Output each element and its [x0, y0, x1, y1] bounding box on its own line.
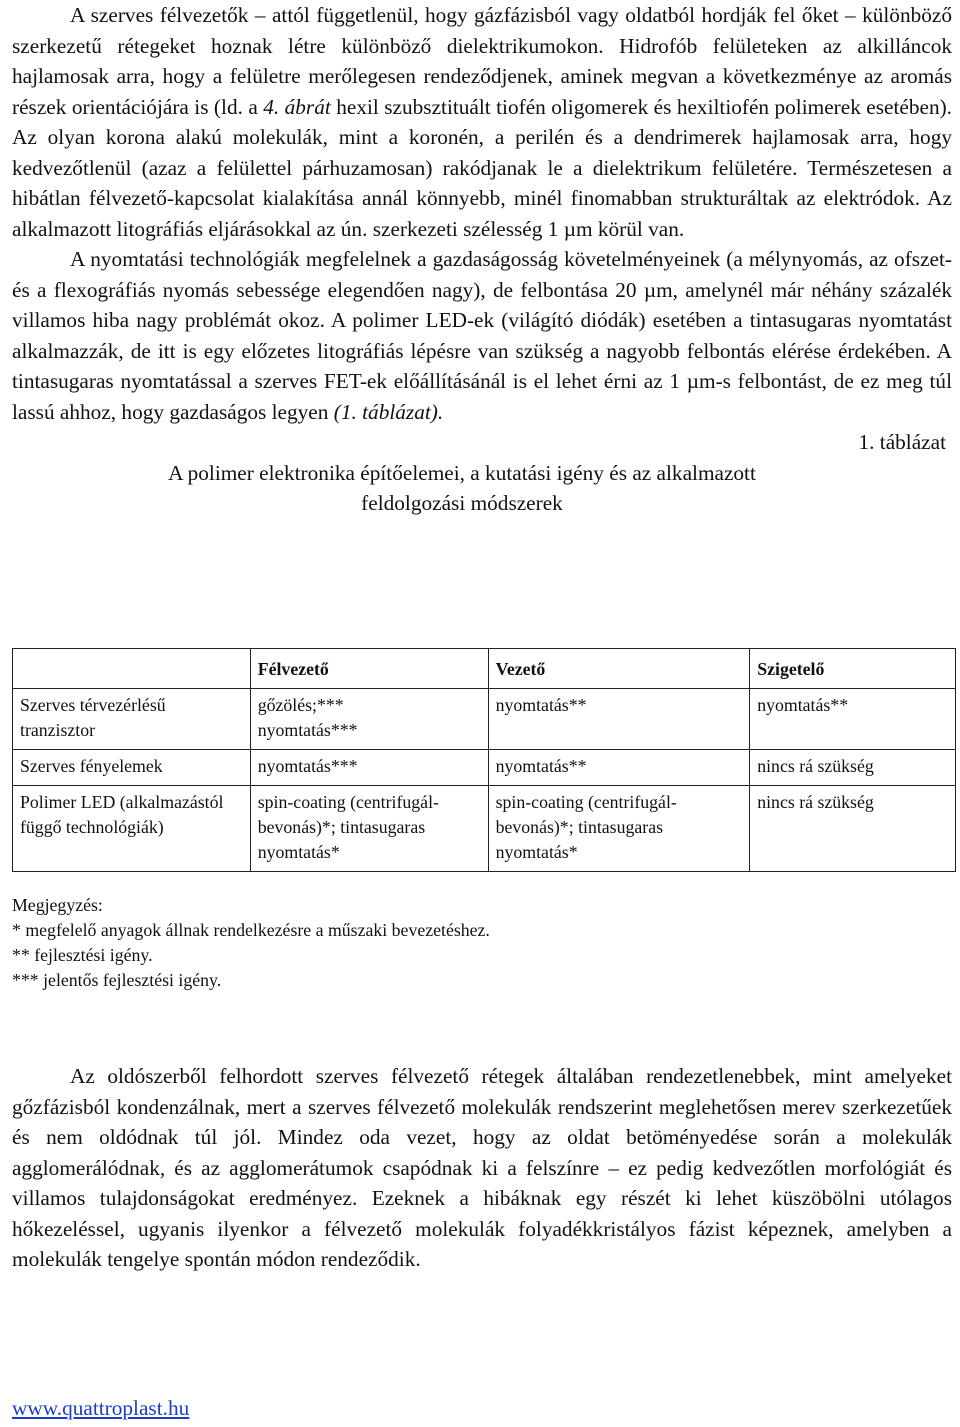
notes-title: Megjegyzés: [12, 895, 103, 915]
table-notes [12, 893, 490, 993]
table-cell: spin-coating (centrifugál-bevonás)*; tintasugaras nyomtatás* [488, 786, 750, 872]
table-cell: Szerves térvezérlésű tranzisztor [13, 689, 251, 750]
table-cell: nyomtatás** [488, 750, 750, 786]
table-header-empty [13, 649, 251, 689]
table-reference: (1. táblázat). [333, 399, 444, 424]
table-header-szigetelo: Szigetelő [750, 649, 956, 689]
paragraph-3: Az oldószerből felhordott szerves félvezető rétegek általában rendezetlenebbek, mint amelyeket gőzfázisból kondenzálnak, mert a szerves félvezető molekulák rendszerint meglehetősen merev szerkezetűek és nem oldódnak túl jól. Mindez oda vezet, hogy az oldat betöményedése során a molekulák agglomerálódnak, és az agglomerátumok csapódnak ki a felszínre – ez pedig kedvezőtlen morfológiát és villamos tulajdonságokat eredményez. Ezeknek a hibáknak egy részét ki lehet küszöbölni utólagos hőkezeléssel, ugyanis ilyenkor a félvezető molekulák folyadékkristályos fázist képeznek, amelyben a molekulák tengelye spontán módon rendeződik. [12, 1064, 952, 1271]
document-page [12, 0, 953, 1420]
paragraph-1 [12, 0, 952, 244]
data-table [12, 648, 956, 872]
table-title-line-1: A polimer elektronika építőelemei, a kutatási igény és az alkalmazott [168, 460, 756, 485]
paragraph-2-text: A nyomtatási technológiák megfelelnek a gazdaságosság követelményeinek (a mélynyomás, az ofszet- és a flexográfiás nyomás sebessége elegendően nagy), de felbontása 20 µm, amelynél már néhány százalék villamos hiba nagy problémát okoz. A polimer LED-ek (világító diódák) esetében a tintasugaras nyomtatást alkalmazzák, de itt is egy előzetes litográfiás lépésre van szükség a nagyobb felbontás elérése érdekében. A tintasugaras nyomtatással a szerves FET-ek előállításánál is el lehet érni az 1 µm-s felbontást, de ez meg túl lassú ahhoz, hogy gazdaságos legyen [12, 247, 952, 424]
table-row [13, 786, 956, 872]
table-title-line-2: feldolgozási módszerek [361, 491, 563, 515]
table-cell: nincs rá szükség [750, 786, 956, 872]
note-item: * megfelelő anyagok állnak rendelkezésre a műszaki bevezetéshez. [12, 920, 490, 940]
figure-reference: 4. ábrát [263, 94, 331, 119]
table-cell: spin-coating (centrifugál-bevonás)*; tintasugaras nyomtatás* [250, 786, 488, 872]
note-item: *** jelentős fejlesztési igény. [12, 970, 222, 990]
table-header-felvezeto: Félvezető [250, 649, 488, 689]
table-cell: Polimer LED (alkalmazástól függő technológiák) [13, 786, 251, 872]
table-header-vezeto: Vezető [488, 649, 750, 689]
table-cell: nyomtatás** [488, 689, 750, 750]
paragraph-2 [12, 244, 952, 427]
table-cell: nincs rá szükség [750, 750, 956, 786]
table-cell: nyomtatás*** [250, 750, 488, 786]
paragraph-1-rest: hexil szubsztituált tiofén oligomerek és hexiltiofén polimerek esetében). Az olyan korona alakú molekulák, mint a koronén, a perilén és a dendrimerek hajlamosak arra, hogy kedvezőtlenül (azaz a felülettel párhuzamosan) rakódjanak le a dielektrikum felületére. Természetesen a hibátlan félvezető-kapcsolat kialakítása annál könnyebb, minél finomabban strukturáltak az elektródok. Az alkalmazott litográfiás eljárásokkal az ún. szerkezeti szélesség 1 µm körül van. [12, 94, 953, 241]
table-number: 1. táblázat [858, 430, 946, 454]
table-header-row [13, 649, 956, 689]
paragraph-1-text: A szerves félvezetők – attól függetlenül, hogy gázfázisból vagy oldatból hordják fel őket – különböző szerkezetű rétegeket hoznak létre különböző dielektrikumokon. Hidrofób felületeken az alkilláncok hajlamosak arra, hogy a felületre merőlegesen rendeződjenek, aminek megvan a következménye az aromás részek orientációjára is (ld. a [12, 3, 952, 119]
table-row [13, 689, 956, 750]
table-cell: gőzölés;*** nyomtatás*** [250, 689, 488, 750]
table-cell: Szerves fényelemek [13, 750, 251, 786]
table-row [13, 750, 956, 786]
note-item: ** fejlesztési igény. [12, 945, 153, 965]
footer-website-link[interactable]: www.quattroplast.hu [12, 1396, 190, 1420]
table-cell: nyomtatás** [750, 689, 956, 750]
